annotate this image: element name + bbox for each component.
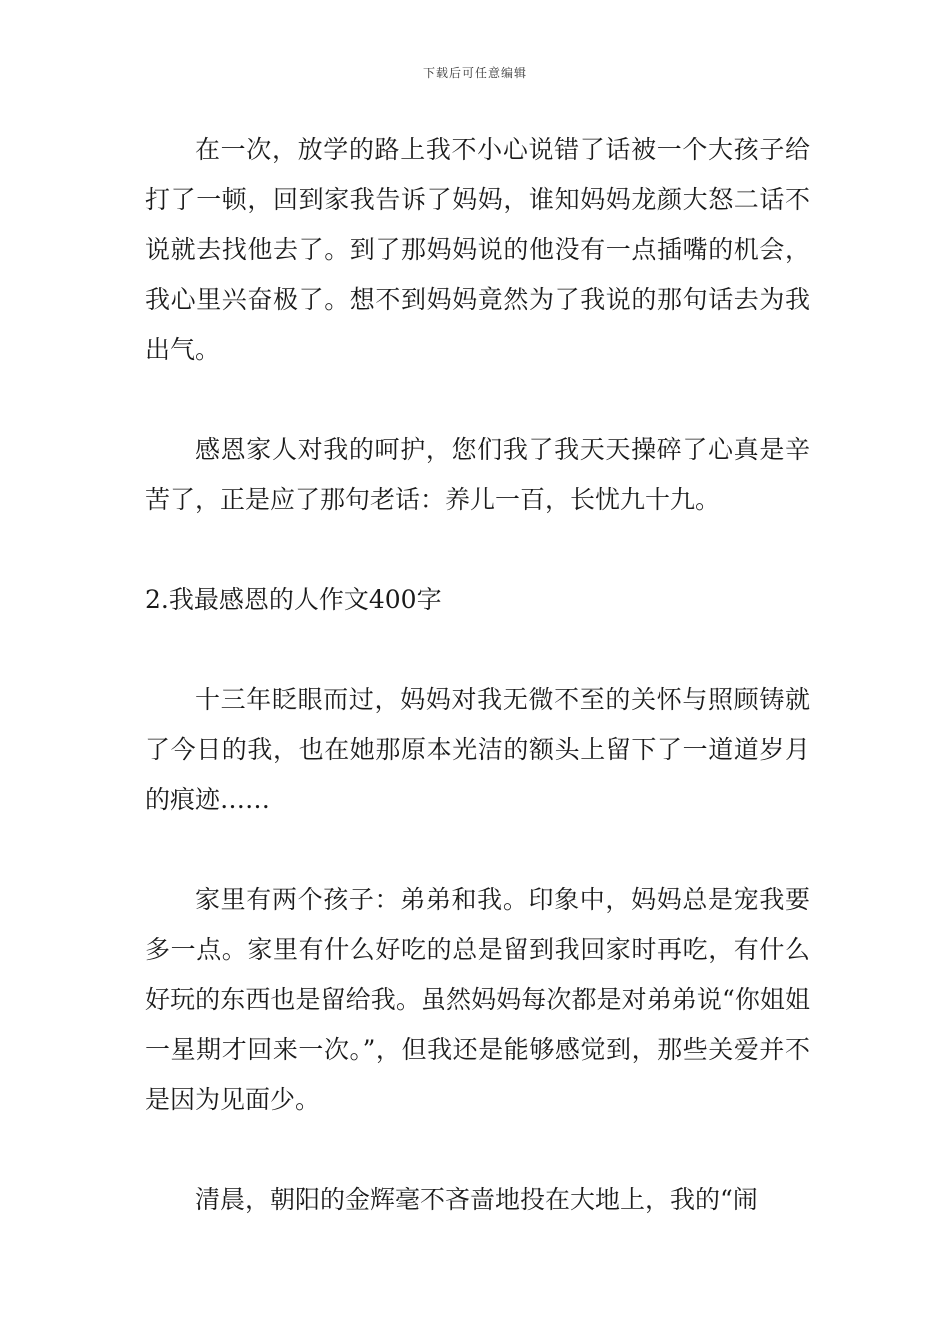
- paragraph-2: 感恩家人对我的呵护，您们我了我天天操碎了心真是辛苦了，正是应了那句老话：养儿一百，长忧九十九。: [145, 435, 810, 514]
- page-header: 下载后可任意编辑: [422, 66, 527, 80]
- paragraph-gap: [145, 525, 810, 575]
- paragraph-gap: [145, 825, 810, 875]
- section-heading: 2.我最感恩的人作文400字: [145, 585, 442, 614]
- paragraph-4: 家里有两个孩子：弟弟和我。印象中，妈妈总是宠我要多一点。家里有什么好吃的总是留到我回家时再吃，有什么好玩的东西也是留给我。虽然妈妈每次都是对弟弟说“你姐姐一星期才回来一次。”，但我还是能够感觉到，那些关爱并不是因为见面少。: [145, 885, 810, 1114]
- paragraph-gap: [145, 625, 810, 675]
- document-body: [145, 125, 810, 1225]
- paragraph-1: 在一次，放学的路上我不小心说错了话被一个大孩子给打了一顿，回到家我告诉了妈妈，谁知妈妈龙颜大怒二话不说就去找他去了。到了那妈妈说的他没有一点插嘴的机会，我心里兴奋极了。想不到妈妈竟然为了我说的那句话去为我出气。: [145, 135, 810, 364]
- paragraph-5: 清晨，朝阳的金辉毫不吝啬地投在大地上，我的“闹: [195, 1185, 758, 1214]
- paragraph-3: 十三年眨眼而过，妈妈对我无微不至的关怀与照顾铸就了今日的我，也在她那原本光洁的额头上留下了一道道岁月的痕迹……: [145, 685, 810, 814]
- paragraph-gap: [145, 375, 810, 425]
- paragraph-gap: [145, 1125, 810, 1175]
